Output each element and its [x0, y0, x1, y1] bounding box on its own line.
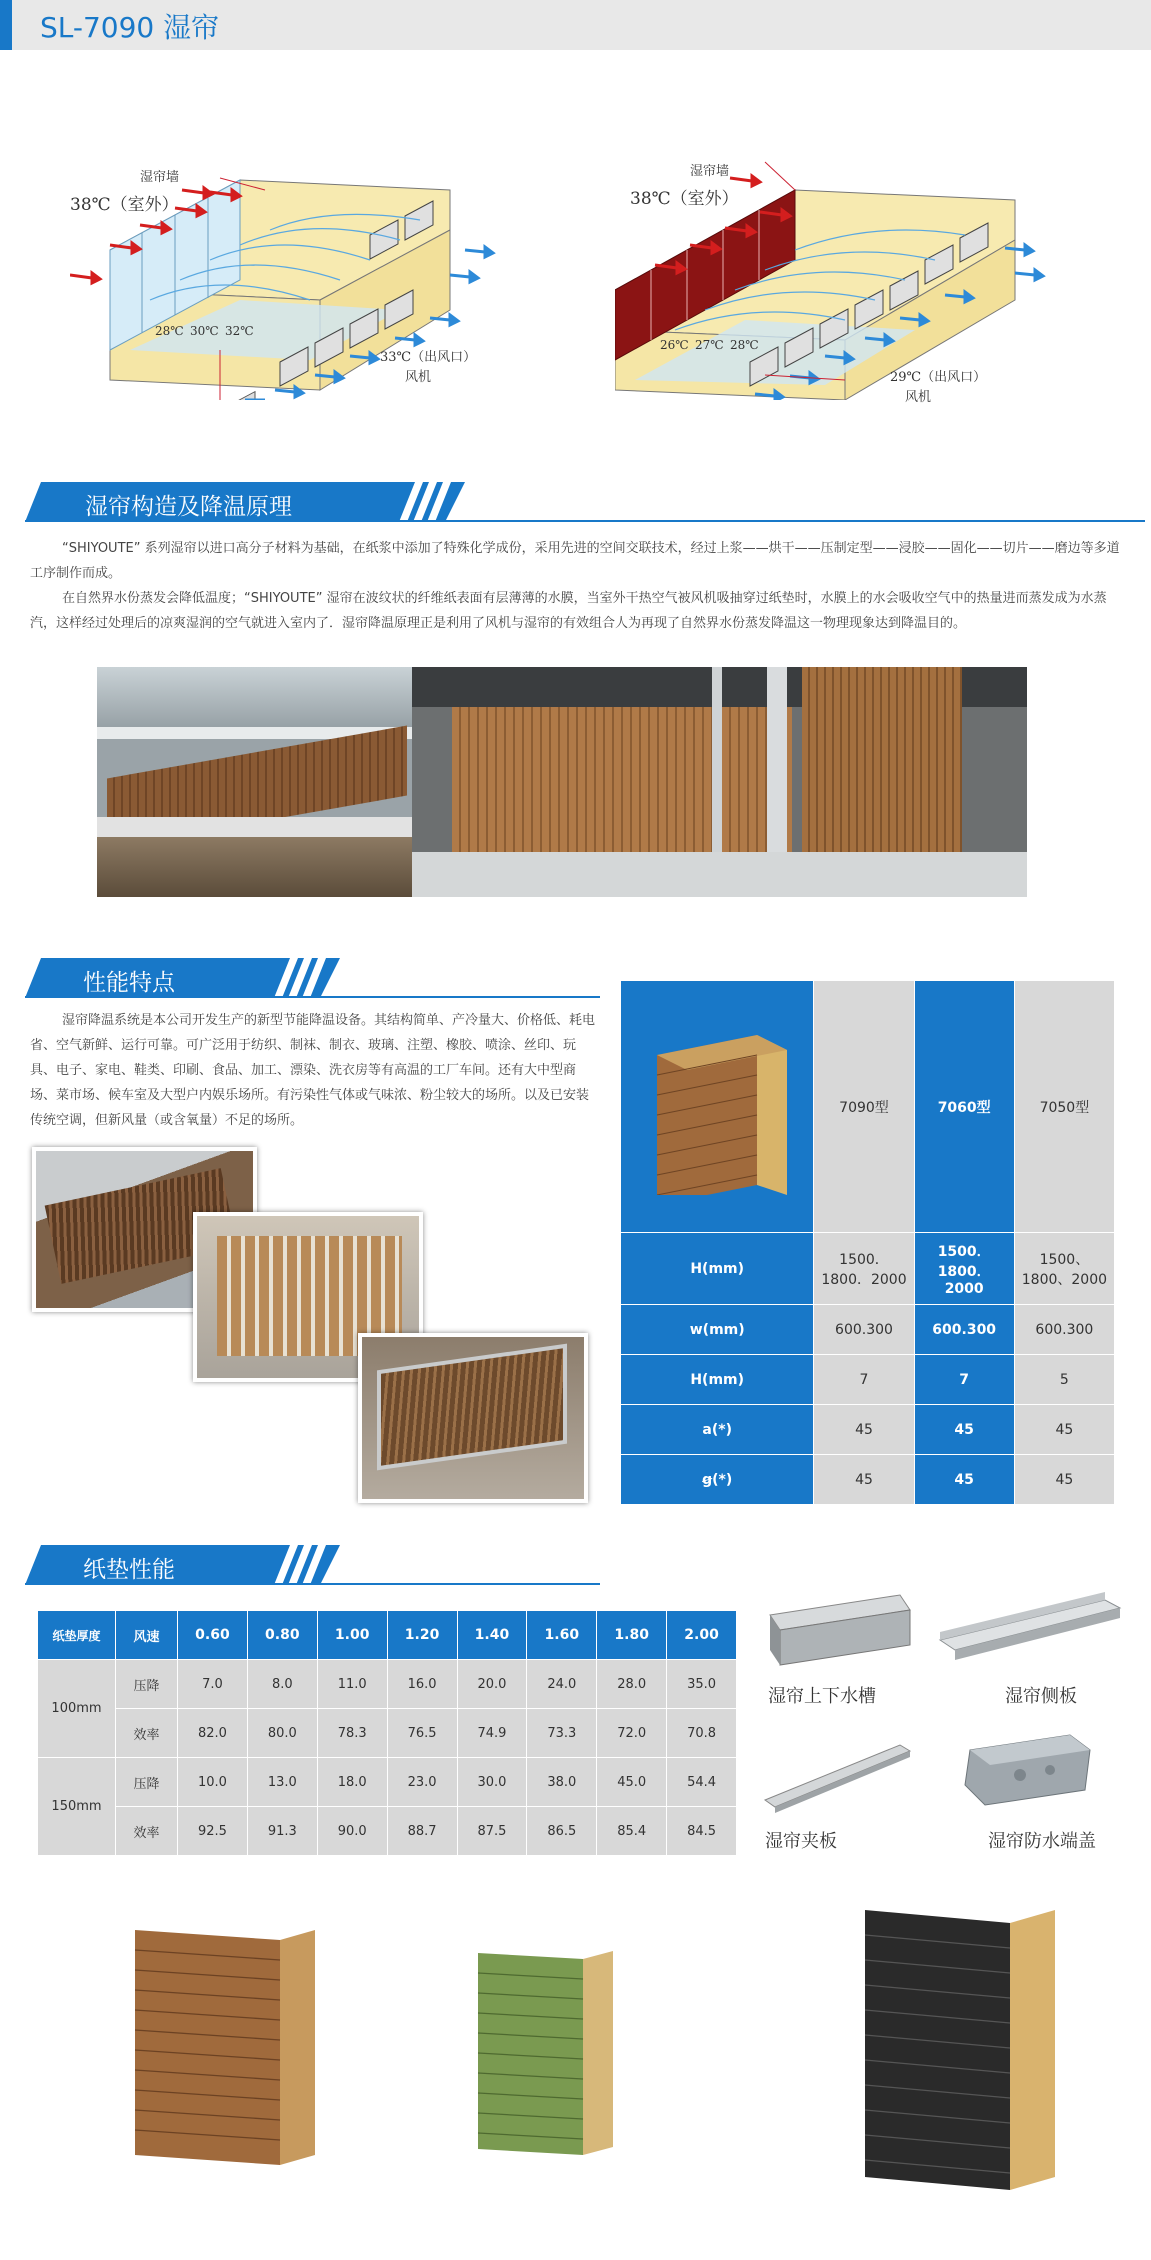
perf-cell: 88.7 — [387, 1807, 457, 1856]
perf-header-thickness: 纸垫厚度 — [38, 1611, 116, 1660]
perf-header-speed-value: 0.60 — [178, 1611, 248, 1660]
perf-cell: 24.0 — [527, 1660, 597, 1709]
perf-cell: 16.0 — [387, 1660, 457, 1709]
structure-paragraph-1: “SHIYOUTE” 系列湿帘以进口高分子材料为基础，在纸浆中添加了特殊化学成份，采用先进的空间交联技术，经过上浆——烘干——压制定型——浸胶——固化——切片——磨边等多道工序制作而成。 — [30, 541, 1120, 581]
section-banner-pad-performance — [25, 1545, 340, 1585]
perf-header-speed-value: 1.20 — [387, 1611, 457, 1660]
accessory-label: 湿帘防水端盖 — [988, 1831, 1096, 1852]
accessory-side-plate — [935, 1590, 1125, 1710]
accessory-label: 湿帘上下水槽 — [768, 1686, 876, 1707]
perf-cell: 30.0 — [457, 1758, 527, 1807]
banner-underline — [25, 996, 600, 998]
accessory-label: 湿帘夹板 — [765, 1831, 837, 1852]
banner-underline — [25, 1583, 600, 1585]
spec-table — [620, 980, 1115, 1505]
black-pad-illustration — [860, 1905, 1060, 2195]
perf-row-label: 压降 — [116, 1660, 178, 1709]
banner-stripes — [270, 958, 350, 998]
perf-cell: 20.0 — [457, 1660, 527, 1709]
spec-model-7050: 7050型 — [1014, 981, 1114, 1233]
spec-model-7060: 7060型 — [914, 981, 1014, 1233]
diagram-1-outlet-temp: 33℃（出风口） — [380, 350, 477, 365]
accessory-water-trough — [760, 1590, 920, 1710]
section-title-structure: 湿帘构造及降温原理 — [85, 494, 292, 520]
perf-cell: 28.0 — [597, 1660, 667, 1709]
perf-cell: 91.3 — [247, 1807, 317, 1856]
perf-cell: 84.5 — [667, 1807, 737, 1856]
diagram-2-temp-a: 26℃ — [660, 338, 689, 352]
perf-cell: 87.5 — [457, 1807, 527, 1856]
diagram-2-fan-label: 风机 — [905, 390, 932, 405]
perf-cell: 7.0 — [178, 1660, 248, 1709]
banner-stripes — [270, 1545, 350, 1585]
title-bar — [0, 0, 1151, 50]
spec-row-label: a(*) — [621, 1405, 814, 1455]
cooling-diagram-2 — [615, 150, 1055, 405]
perf-row-label: 压降 — [116, 1758, 178, 1807]
cooling-diagram-1 — [70, 150, 510, 400]
perf-cell: 11.0 — [317, 1660, 387, 1709]
side-plate-image — [935, 1590, 1125, 1670]
spec-cell: 7 — [814, 1355, 914, 1405]
perf-header-speed: 风速 — [116, 1611, 178, 1660]
perf-header-speed-value: 0.80 — [247, 1611, 317, 1660]
diagram-2-outlet-temp: 29℃（出风口） — [890, 370, 987, 385]
installation-photo-left — [97, 667, 412, 897]
section-title-pad-performance: 纸垫性能 — [83, 1557, 175, 1583]
perf-header-speed-value: 2.00 — [667, 1611, 737, 1660]
clamp-plate-image — [760, 1735, 920, 1815]
perf-cell: 73.3 — [527, 1709, 597, 1758]
perf-cell: 92.5 — [178, 1807, 248, 1856]
pad-black-image — [860, 1905, 1060, 2195]
perf-cell: 18.0 — [317, 1758, 387, 1807]
perf-row-label: 效率 — [116, 1807, 178, 1856]
spec-cell: 600.300 — [1014, 1305, 1114, 1355]
diagram-1-fan-label: 风机 — [405, 370, 432, 385]
diagram-1-wall-label: 湿帘墙 — [140, 170, 180, 185]
spec-row-label: H(mm) — [621, 1233, 814, 1305]
perf-cell: 10.0 — [178, 1758, 248, 1807]
diagram-1-temp-c: 32℃ — [225, 324, 254, 338]
perf-thickness-100: 100mm — [38, 1660, 116, 1758]
pad-brown-image — [130, 1925, 320, 2170]
spec-row-label: H(mm) — [621, 1355, 814, 1405]
performance-table — [37, 1610, 737, 1856]
section-title-features: 性能特点 — [83, 970, 175, 996]
perf-cell: 72.0 — [597, 1709, 667, 1758]
perf-header-speed-value: 1.40 — [457, 1611, 527, 1660]
perf-cell: 76.5 — [387, 1709, 457, 1758]
perf-header-speed-value: 1.80 — [597, 1611, 667, 1660]
perf-cell: 90.0 — [317, 1807, 387, 1856]
spec-product-image-cell — [621, 981, 814, 1233]
installation-photo-right — [412, 667, 1027, 897]
perf-cell: 45.0 — [597, 1758, 667, 1807]
spec-cell: 45 — [1014, 1455, 1114, 1505]
structure-paragraph-2: 在自然界水份蒸发会降低温度；“SHIYOUTE” 湿帘在波纹状的纤维纸表面有层薄薄的水膜，当室外干热空气被风机吸抽穿过纸垫时，水膜上的水会吸收空气中的热量进而蒸发成为水蒸汽，这样经过处理后的凉爽湿润的空气就进入室内了．湿帘降温原理正是利用了风机与湿帘的有效组合人为再现了自然界水份蒸发降温这一物理现象达到降温目的。 — [30, 591, 1107, 631]
perf-cell: 13.0 — [247, 1758, 317, 1807]
diagram-1-temp-a: 28℃ — [155, 324, 184, 338]
green-pad-illustration — [473, 1945, 618, 2160]
pad-product-image — [637, 1015, 797, 1195]
perf-cell: 23.0 — [387, 1758, 457, 1807]
spec-cell: 1500．1800．2000 — [814, 1233, 914, 1305]
section-banner-features — [25, 958, 340, 998]
perf-cell: 82.0 — [178, 1709, 248, 1758]
brown-pad-illustration — [130, 1925, 320, 2170]
perf-cell: 54.4 — [667, 1758, 737, 1807]
perf-thickness-150: 150mm — [38, 1758, 116, 1856]
spec-cell: 600.300 — [814, 1305, 914, 1355]
perf-cell: 85.4 — [597, 1807, 667, 1856]
perf-cell: 74.9 — [457, 1709, 527, 1758]
spec-cell: 7 — [914, 1355, 1014, 1405]
product-photo-3 — [358, 1333, 588, 1503]
title-accent — [0, 0, 12, 50]
diagram-2-temp-b: 27℃ — [695, 338, 724, 352]
spec-row-label: w(mm) — [621, 1305, 814, 1355]
perf-cell: 78.3 — [317, 1709, 387, 1758]
spec-row-label: ꞡ(*) — [621, 1455, 814, 1505]
banner-stripes — [395, 482, 475, 522]
accessory-label: 湿帘侧板 — [1005, 1686, 1077, 1707]
diagram-2-temp-c: 28℃ — [730, 338, 759, 352]
spec-cell: 5 — [1014, 1355, 1114, 1405]
section-banner-structure — [25, 482, 465, 522]
perf-cell: 70.8 — [667, 1709, 737, 1758]
diagram-2-outdoor-temp: 38℃（室外） — [630, 189, 739, 209]
perf-cell: 38.0 — [527, 1758, 597, 1807]
spec-cell: 45 — [814, 1405, 914, 1455]
spec-cell: 45 — [1014, 1405, 1114, 1455]
spec-cell: 45 — [914, 1405, 1014, 1455]
spec-cell: 45 — [914, 1455, 1014, 1505]
diagram-1-temp-b: 30℃ — [190, 324, 219, 338]
diagram-1-outdoor-temp: 38℃（室外） — [70, 195, 179, 215]
page-title: SL-7090 湿帘 — [40, 11, 220, 44]
spec-model-7090: 7090型 — [814, 981, 914, 1233]
perf-header-speed-value: 1.00 — [317, 1611, 387, 1660]
spec-cell: 45 — [814, 1455, 914, 1505]
accessory-waterproof-cap — [960, 1730, 1120, 1855]
perf-header-speed-value: 1.60 — [527, 1611, 597, 1660]
perf-cell: 8.0 — [247, 1660, 317, 1709]
spec-cell: 600.300 — [914, 1305, 1014, 1355]
features-paragraph: 湿帘降温系统是本公司开发生产的新型节能降温设备。其结构简单、产冷量大、价格低、耗电省、空气新鲜、运行可靠。可广泛用于纺织、制袜、制衣、玻璃、注塑、橡胶、喷涂、丝印、玩具、电子、家电、鞋类、印刷、食品、加工、漂染、洗衣房等有高温的工厂车间。还有大中型商场、菜市场、候车室及大型户内娱乐场所。有污染性气体或气味浓、粉尘较大的场所。以及已安装传统空调，但新风量（或含氧量）不足的场所。 — [30, 1013, 596, 1128]
accessory-clamp-plate — [760, 1735, 920, 1855]
waterproof-cap-image — [960, 1730, 1110, 1815]
spec-cell: 1500、1800、2000 — [1014, 1233, 1114, 1305]
perf-cell: 80.0 — [247, 1709, 317, 1758]
water-trough-image — [760, 1590, 920, 1670]
spec-cell: 1500．1800．2000 — [914, 1233, 1014, 1305]
perf-cell: 86.5 — [527, 1807, 597, 1856]
diagram-2-wall-label: 湿帘墙 — [690, 164, 730, 179]
pad-green-image — [473, 1945, 618, 2160]
banner-underline — [25, 520, 1145, 522]
perf-row-label: 效率 — [116, 1709, 178, 1758]
perf-cell: 35.0 — [667, 1660, 737, 1709]
